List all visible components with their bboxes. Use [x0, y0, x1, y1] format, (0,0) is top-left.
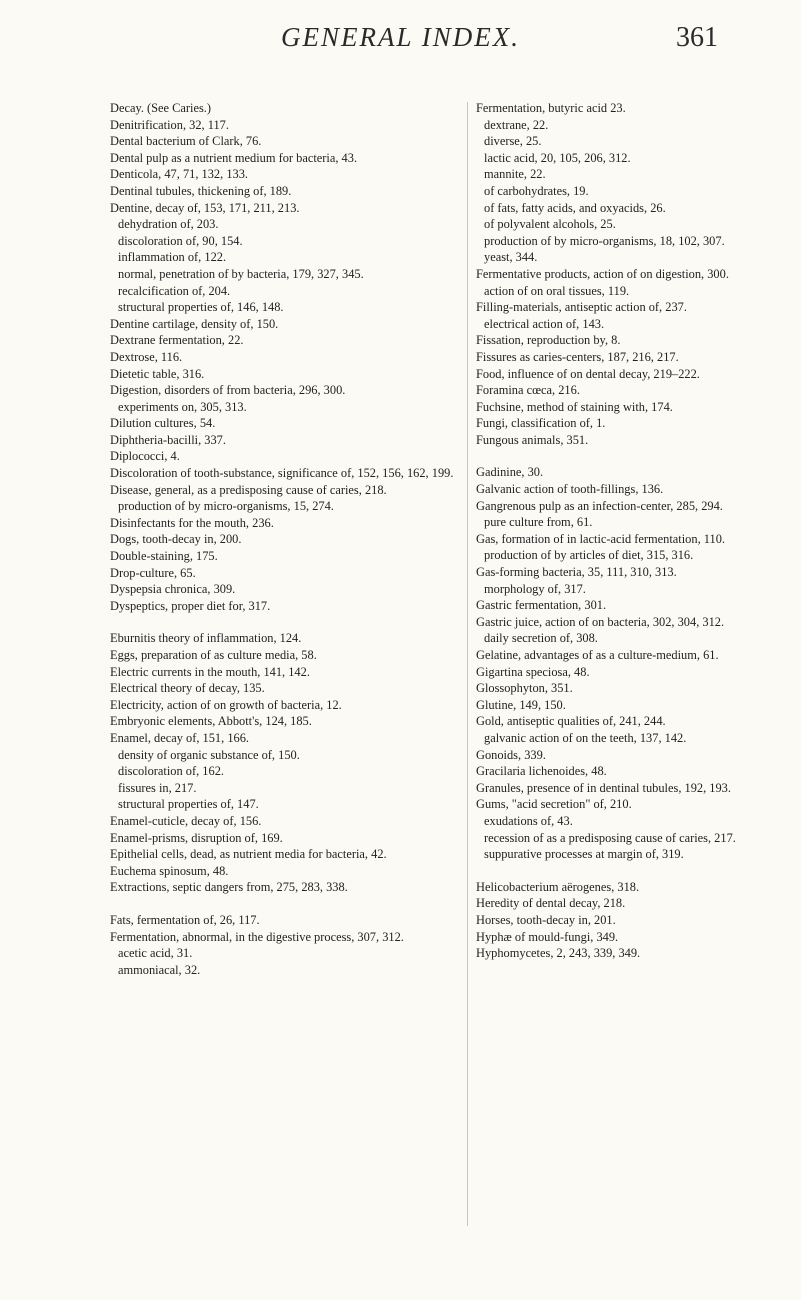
index-entry: Fermentative products, action of on digestion, 300.: [476, 266, 729, 281]
index-subentry: daily secretion of, 308.: [484, 631, 598, 646]
index-entry: Embryonic elements, Abbott's, 124, 185.: [110, 714, 312, 729]
index-entry: Gelatine, advantages of as a culture-medium, 61.: [476, 648, 719, 662]
index-subentry: inflammation of, 122.: [118, 250, 227, 265]
page-number: 361: [676, 22, 718, 53]
index-subentry: dehydration of, 203.: [118, 217, 219, 232]
index-entry: Electricity, action of on growth of bacteria, 12.: [110, 697, 342, 712]
index-subentry: electrical action of, 143.: [484, 316, 605, 331]
index-entry: Hyphomycetes, 2, 243, 339, 349.: [476, 946, 641, 961]
index-entry: Electrical theory of decay, 135.: [110, 681, 265, 696]
index-entry: Dogs, tooth-decay in, 200.: [110, 532, 242, 547]
index-entry: Digestion, disorders of from bacteria, 296, 300.: [110, 383, 346, 398]
section-gap: [110, 614, 460, 630]
index-subentry: fissures in, 217.: [118, 780, 197, 795]
index-subentry: lactic acid, 20, 105, 206, 312.: [484, 150, 631, 165]
index-entry: Dental pulp as a nutrient medium for bacteria, 43.: [110, 150, 358, 165]
index-subentry: diverse, 25.: [484, 134, 542, 149]
index-entry: Gums, "acid secretion" of, 210.: [476, 797, 632, 812]
index-subentry: galvanic action of on the teeth, 137, 142.: [484, 730, 687, 745]
index-entry: Fungous animals, 351.: [476, 432, 589, 447]
index-entry: Fats, fermentation of, 26, 117.: [110, 912, 260, 927]
index-entry: Denticola, 47, 71, 132, 133.: [110, 167, 248, 182]
index-entry: Fungi, classification of, 1.: [476, 416, 606, 431]
section-gap: [476, 863, 778, 879]
index-entry: Gadinine, 30.: [476, 465, 544, 480]
index-subentry: recalcification of, 204.: [118, 283, 231, 298]
index-entry: Heredity of dental decay, 218.: [476, 896, 626, 911]
section-gap: [110, 896, 460, 912]
index-subentry: production of by micro-organisms, 15, 274.: [118, 499, 334, 514]
index-subentry: of carbohydrates, 19.: [484, 183, 589, 198]
index-entry: Discoloration of tooth-substance, significance of, 152, 156, 162, 199.: [110, 466, 454, 481]
index-entry: Dextrane fermentation, 22.: [110, 333, 244, 348]
index-entry: Food, influence of on dental decay, 219–222.: [476, 366, 700, 381]
index-entry: Drop-culture, 65.: [110, 565, 196, 580]
index-subentry: experiments on, 305, 313.: [118, 399, 247, 414]
index-subentry: discoloration of, 90, 154.: [118, 233, 243, 248]
index-subentry: normal, penetration of by bacteria, 179, 327, 345.: [118, 266, 364, 281]
index-entry: Glossophyton, 351.: [476, 681, 573, 696]
index-column-left: [110, 100, 460, 978]
index-subentry: acetic acid, 31.: [118, 946, 193, 961]
index-entry: Gastric juice, action of on bacteria, 302, 304, 312.: [476, 614, 725, 629]
index-entry: Eburnitis theory of inflammation, 124.: [110, 631, 302, 646]
running-title: GENERAL INDEX.: [281, 22, 520, 52]
index-subentry: discoloration of, 162.: [118, 764, 224, 779]
index-entry: Diphtheria-bacilli, 337.: [110, 432, 226, 447]
index-entry: Dentine cartilage, density of, 150.: [110, 316, 279, 331]
index-entry: Decay. (See Caries.): [110, 101, 212, 115]
index-entry: Dentine, decay of, 153, 171, 211, 213.: [110, 200, 300, 215]
index-entry: Gold, antiseptic qualities of, 241, 244.: [476, 714, 666, 729]
index-subentry: structural properties of, 146, 148.: [118, 300, 284, 315]
index-entry: Helicobacterium aërogenes, 318.: [476, 879, 640, 894]
index-entry: Fermentation, butyric acid 23.: [476, 101, 626, 115]
index-subentry: of fats, fatty acids, and oxyacids, 26.: [484, 200, 666, 215]
index-entry: Fissation, reproduction by, 8.: [476, 333, 621, 348]
index-entry: Fissures as caries-centers, 187, 216, 217.: [476, 349, 679, 364]
index-entry: Gas, formation of in lactic-acid fermentation, 110.: [476, 531, 725, 546]
page-header: [0, 20, 801, 70]
index-subentry: production of by articles of diet, 315, 316.: [484, 548, 694, 563]
index-entry: Gigartina speciosa, 48.: [476, 664, 590, 679]
index-entry: Dextrose, 116.: [110, 349, 183, 364]
index-entry: Enamel-prisms, disruption of, 169.: [110, 830, 283, 845]
index-subentry: dextrane, 22.: [484, 117, 549, 132]
index-entry: Dilution cultures, 54.: [110, 416, 216, 431]
index-subentry: pure culture from, 61.: [484, 515, 593, 530]
index-subentry: exudations of, 43.: [484, 813, 573, 828]
index-entry: Gastric fermentation, 301.: [476, 598, 607, 613]
index-entry: Epithelial cells, dead, as nutrient media for bacteria, 42.: [110, 847, 387, 862]
index-entry: Dyspeptics, proper diet for, 317.: [110, 598, 271, 613]
index-subentry: production of by micro-organisms, 18, 102, 307.: [484, 233, 725, 248]
index-subentry: action of on oral tissues, 119.: [484, 283, 630, 298]
index-entry: Fuchsine, method of staining with, 174.: [476, 399, 673, 414]
index-entry: Double-staining, 175.: [110, 549, 218, 564]
index-subentry: ammoniacal, 32.: [118, 962, 201, 977]
index-subentry: suppurative processes at margin of, 319.: [484, 847, 684, 862]
index-entry: Disinfectants for the mouth, 236.: [110, 515, 274, 530]
index-entry: Disease, general, as a predisposing cause of caries, 218.: [110, 482, 387, 497]
index-entry: Enamel-cuticle, decay of, 156.: [110, 813, 262, 828]
index-entry: Extractions, septic dangers from, 275, 283, 338.: [110, 880, 348, 895]
index-entry: Dentinal tubules, thickening of, 189.: [110, 183, 292, 198]
index-entry: Gas-forming bacteria, 35, 111, 310, 313.: [476, 565, 677, 580]
index-entry: Diplococci, 4.: [110, 449, 180, 464]
index-entry: Horses, tooth-decay in, 201.: [476, 912, 616, 927]
index-subentry: mannite, 22.: [484, 167, 546, 182]
column-divider: [467, 102, 468, 1226]
index-entry: Eggs, preparation of as culture media, 58.: [110, 648, 317, 662]
index-subentry: density of organic substance of, 150.: [118, 747, 300, 762]
index-entry: Glutine, 149, 150.: [476, 697, 566, 712]
index-entry: Enamel, decay of, 151, 166.: [110, 730, 250, 745]
index-subentry: morphology of, 317.: [484, 581, 586, 596]
index-entry: Euchema spinosum, 48.: [110, 863, 229, 878]
index-entry: Fermentation, abnormal, in the digestive process, 307, 312.: [110, 929, 404, 944]
index-entry: Hyphæ of mould-fungi, 349.: [476, 929, 619, 944]
index-subentry: structural properties of, 147.: [118, 797, 259, 812]
index-column-right: [476, 100, 778, 962]
index-entry: Dental bacterium of Clark, 76.: [110, 134, 262, 149]
index-entry: Filling-materials, antiseptic action of, 237.: [476, 300, 687, 315]
index-entry: Dietetic table, 316.: [110, 366, 205, 381]
section-gap: [476, 448, 778, 464]
index-subentry: yeast, 344.: [484, 250, 538, 265]
index-entry: Granules, presence of in dentinal tubules, 192, 193.: [476, 780, 731, 795]
index-entry: Denitrification, 32, 117.: [110, 117, 229, 132]
index-entry: Foramina cœca, 216.: [476, 383, 580, 398]
index-subentry: recession of as a predisposing cause of caries, 217.: [484, 830, 736, 845]
index-entry: Gracilaria lichenoides, 48.: [476, 764, 607, 779]
index-entry: Gonoids, 339.: [476, 747, 546, 762]
index-entry: Galvanic action of tooth-fillings, 136.: [476, 482, 664, 497]
index-entry: Gangrenous pulp as an infection-center, 285, 294.: [476, 498, 723, 513]
index-subentry: of polyvalent alcohols, 25.: [484, 217, 616, 232]
index-entry: Dyspepsia chronica, 309.: [110, 582, 236, 597]
index-entry: Electric currents in the mouth, 141, 142.: [110, 664, 310, 679]
